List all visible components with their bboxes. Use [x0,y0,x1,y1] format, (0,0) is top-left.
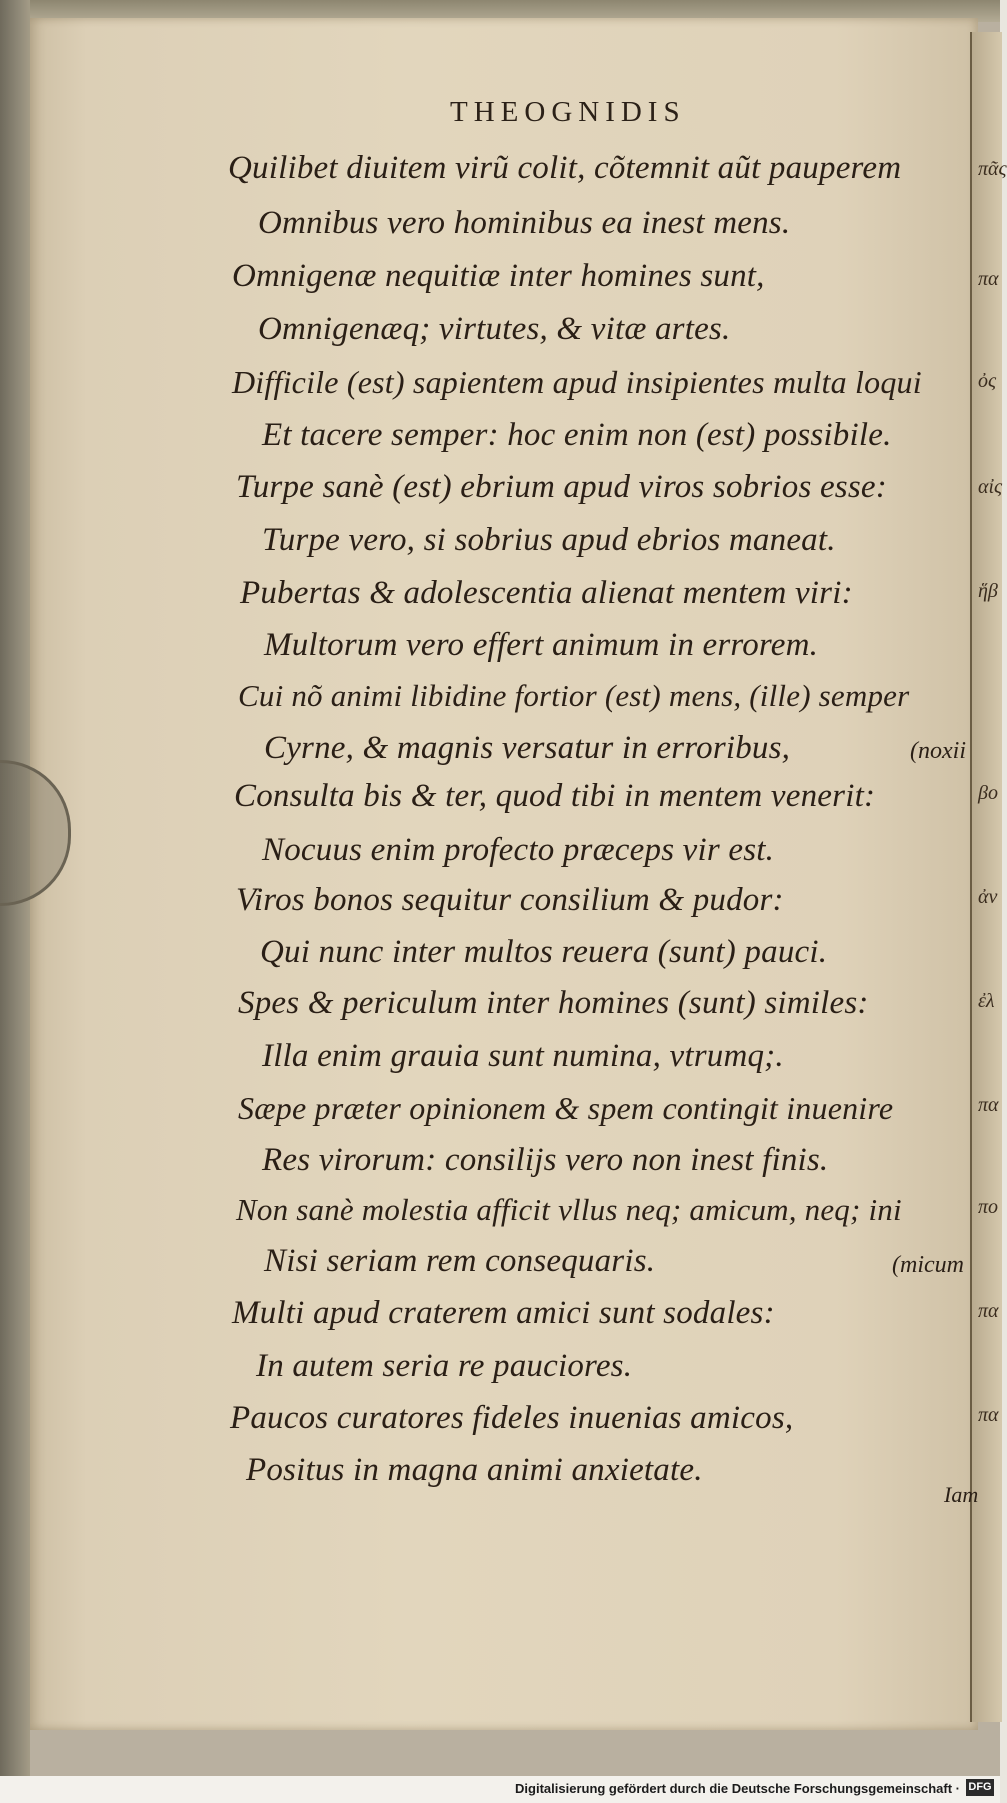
verse-line: Viros bonos sequitur consilium & pudor: [236,882,784,918]
verse-line: Nisi seriam rem consequaris. [264,1243,656,1279]
greek-fragment: πα [978,1404,999,1426]
verse-line: Pubertas & adolescentia alienat mentem viri: [240,575,853,611]
dfg-credit-text: Digitalisierung gefördert durch die Deutsche Forschungsgemeinschaft · [515,1781,960,1796]
margin-note: (noxii [910,738,966,764]
verse-line: Qui nunc inter multos reuera (sunt) pauci. [260,934,828,970]
verse-line: Turpe vero, si sobrius apud ebrios maneat. [262,522,836,558]
verse-line: Cui nõ animi libidine fortior (est) mens, (ille) semper [238,678,910,713]
verse-line: Consulta bis & ter, quod tibi in mentem venerit: [234,778,876,814]
greek-fragment: πᾶς [978,158,1007,180]
margin-note: (micum [892,1252,964,1278]
verse-line: Difficile (est) sapientem apud insipientes multa loqui [232,364,922,400]
greek-fragment: ἥβ [978,580,998,602]
verse-line: Omnigenæ nequitiæ inter homines sunt, [232,258,765,294]
greek-fragment: πα [978,268,999,290]
verse-line: Turpe sanè (est) ebrium apud viros sobrios esse: [236,469,887,505]
verse-line: Omnibus vero hominibus ea inest mens. [258,205,791,241]
verse-line: Cyrne, & magnis versatur in erroribus, [264,730,791,766]
verse-line: Et tacere semper: hoc enim non (est) possibile. [262,417,892,453]
verse-line: Quilibet diuitem virũ colit, cõtemnit aũt pauperem [228,150,902,186]
verse-line: Paucos curatores fideles inuenias amicos, [230,1400,794,1436]
verse-line: Sæpe præter opinionem & spem contingit inuenire [238,1090,894,1126]
greek-fragment: πο [978,1196,999,1218]
greek-fragment: πα [978,1300,999,1322]
greek-fragment: πα [978,1094,999,1116]
greek-fragment: ἐλ [978,990,995,1012]
dfg-logo: DFG [966,1779,994,1796]
running-head: THEOGNIDIS [450,96,686,128]
verse-line: Positus in magna animi anxietate. [246,1452,703,1488]
verse-line: Multi apud craterem amici sunt sodales: [232,1295,775,1331]
verse-line: In autem seria re pauciores. [256,1348,633,1384]
verse-line: Illa enim grauia sunt numina, vtrumq;. [262,1038,784,1074]
verse-line: Res virorum: consilijs vero non inest finis. [262,1142,829,1178]
verse-line: Omnigenæq; virtutes, & vitæ artes. [258,311,731,347]
verse-line: Multorum vero effert animum in errorem. [264,627,819,663]
verse-line: Nocuus enim profecto præceps vir est. [262,832,775,868]
verse-line: Spes & periculum inter homines (sunt) similes: [238,985,869,1021]
greek-fragment: αἰς [978,476,1003,498]
greek-fragment: ὀς [978,370,997,392]
catchword: Iam [944,1482,979,1507]
greek-fragment: ἀν [978,886,998,908]
greek-fragment: βο [978,782,998,804]
verse-line: Non sanè molestia afficit vllus neq; amicum, neq; ini [236,1192,902,1227]
